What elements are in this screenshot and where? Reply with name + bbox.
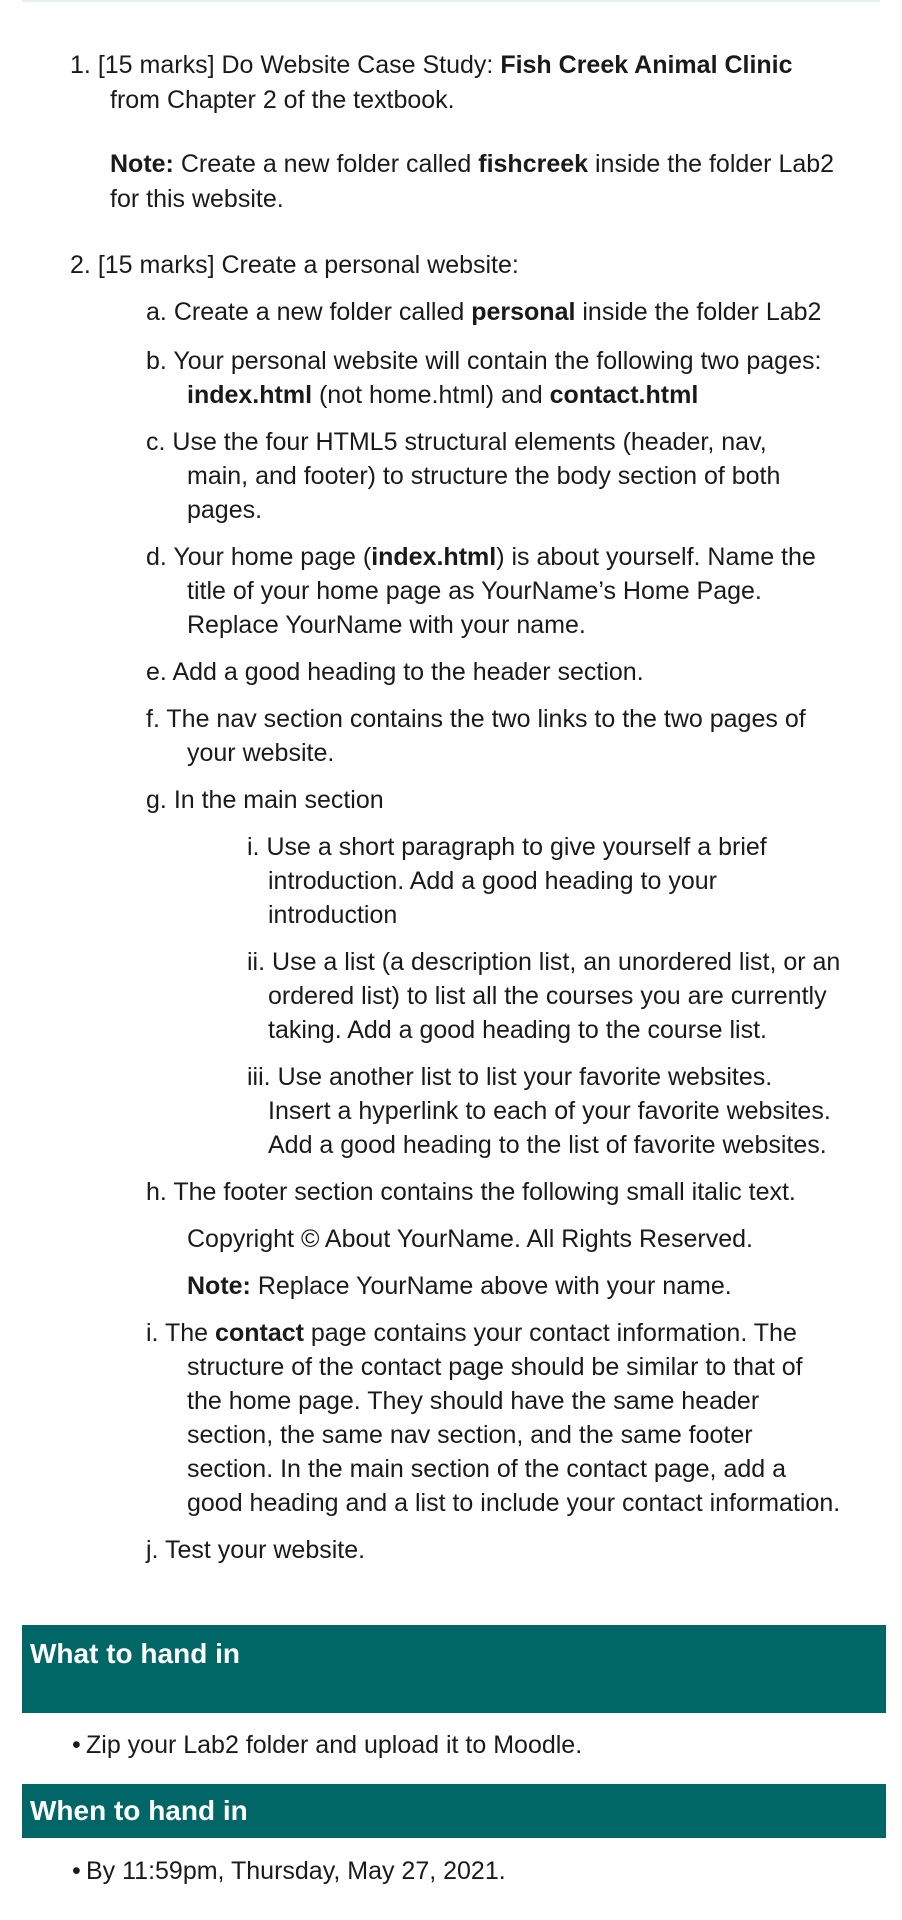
item-2j [146, 1533, 365, 1567]
item-2i-post: page contains your contact information. The [310, 1319, 797, 1347]
item-2d-line-3: Replace YourName with your name. [187, 611, 586, 639]
item-2g-ii-label: ii. [247, 948, 266, 976]
item-2-marks: [15 marks] [97, 251, 215, 279]
item-2g-i-label: i. [247, 833, 260, 861]
item-2b-page2: contact.html [549, 381, 699, 409]
item-2g-ii-line-2: ordered list) to list all the courses you are currently [268, 982, 827, 1010]
item-1-note-folder: fishcreek [478, 150, 589, 178]
item-2c-text: Use the four HTML5 structural elements (header, nav, [172, 428, 767, 456]
item-2g-ii-line-1 [247, 945, 840, 979]
item-2i-line-3: the home page. They should have the same header [187, 1387, 760, 1415]
item-2i-line-6: good heading and a list to include your contact information. [187, 1489, 841, 1517]
item-2b-line-2 [187, 378, 698, 412]
item-2g-i-text: Use a short paragraph to give yourself a brief [266, 833, 767, 861]
item-2g-iii-line-2: Insert a hyperlink to each of your favorite websites. [268, 1097, 831, 1125]
item-2c-label: c. [146, 428, 166, 456]
item-2g-i-line-3: introduction [268, 901, 398, 929]
item-2g-ii-text: Use a list (a description list, an unordered list, or an [272, 948, 841, 976]
item-2g-label: g. [146, 786, 167, 814]
item-1-line-1 [70, 48, 793, 82]
item-2b-page1: index.html [187, 381, 313, 409]
item-2a-label: a. [146, 298, 167, 326]
item-1-number: 1. [70, 51, 91, 79]
item-2-number: 2. [70, 251, 91, 279]
item-2e-text: Add a good heading to the header section. [172, 658, 644, 686]
item-2d-line-2: title of your home page as YourName’s Home Page. [187, 577, 762, 605]
item-2g-text: In the main section [173, 786, 384, 814]
item-1-title: Fish Creek Animal Clinic [500, 51, 793, 79]
item-1-note-label: Note: [110, 150, 174, 178]
item-2g [146, 783, 384, 817]
item-2a-post: inside the folder Lab2 [582, 298, 822, 326]
item-2a-pre: Create a new folder called [173, 298, 465, 326]
item-2-line-1 [70, 248, 519, 282]
item-2-text: Create a personal website: [221, 251, 519, 279]
item-2j-label: j. [146, 1536, 159, 1564]
item-2f-text: The nav section contains the two links to the two pages of [166, 705, 806, 733]
item-2f-line-2: your website. [187, 739, 335, 767]
item-2b-label: b. [146, 347, 167, 375]
item-2d-post: ) is about yourself. Name the [496, 543, 816, 571]
item-2i-pre: The [165, 1319, 209, 1347]
item-2h [146, 1175, 796, 1209]
item-2i-line-2: structure of the contact page should be similar to that of [187, 1353, 803, 1381]
item-2f-label: f. [146, 705, 160, 733]
what-to-hand-in-banner [22, 1625, 886, 1713]
item-1-lead: Do Website Case Study: [221, 51, 494, 79]
item-2g-iii-line-3: Add a good heading to the list of favorite websites. [268, 1131, 827, 1159]
item-2e [146, 655, 644, 689]
item-2d-bold: index.html [371, 543, 497, 571]
item-1-note-text: Create a new folder called [180, 150, 472, 178]
item-2h-note-text: Replace YourName above with your name. [257, 1272, 732, 1300]
item-2b-text: Your personal website will contain the following two pages: [173, 347, 822, 375]
top-divider [22, 0, 880, 2]
item-1-marks: [15 marks] [97, 51, 215, 79]
when-to-hand-in-title: When to hand in [30, 1795, 248, 1826]
item-1-note-rest: inside the folder Lab2 [595, 150, 835, 178]
when-to-hand-in-banner [22, 1784, 886, 1838]
item-2i-line-5: section. In the main section of the contact page, add a [187, 1455, 786, 1483]
item-2g-iii-text: Use another list to list your favorite websites. [277, 1063, 773, 1091]
item-1-line-2: from Chapter 2 of the textbook. [110, 86, 455, 114]
item-2i-label: i. [146, 1319, 159, 1347]
item-1-note [110, 147, 834, 181]
item-2j-text: Test your website. [165, 1536, 366, 1564]
item-2g-i-line-1 [247, 830, 767, 864]
item-2g-i-line-2: introduction. Add a good heading to your [268, 867, 717, 895]
copyright-text: Copyright © About YourName. All Rights Reserved. [187, 1225, 753, 1253]
item-2g-iii-line-1 [247, 1060, 772, 1094]
item-2i-line-1 [146, 1316, 797, 1350]
what-to-hand-in-title: What to hand in [30, 1638, 240, 1669]
item-2c-line-2: main, and footer) to structure the body section of both [187, 462, 781, 490]
item-2c-line-3: pages. [187, 496, 263, 524]
item-2g-iii-label: iii. [247, 1063, 271, 1091]
item-2g-ii-line-3: taking. Add a good heading to the course list. [268, 1016, 767, 1044]
item-2d-label: d. [146, 543, 167, 571]
when-to-hand-in-item: • By 11:59pm, Thursday, May 27, 2021. [86, 1854, 506, 1888]
item-2d-line-1 [146, 540, 816, 574]
item-2h-note [187, 1269, 732, 1303]
item-2i-line-4: section, the same nav section, and the same footer [187, 1421, 753, 1449]
item-2a [146, 295, 821, 329]
item-2h-text: The footer section contains the following small italic text. [173, 1178, 796, 1206]
item-2f-line-1 [146, 702, 806, 736]
item-2h-label: h. [146, 1178, 167, 1206]
item-2d-pre: Your home page ( [173, 543, 372, 571]
item-2b-mid: (not home.html) and [318, 381, 543, 409]
item-1-note-line-2: for this website. [110, 185, 284, 213]
item-2b-line-1 [146, 344, 821, 378]
item-2a-bold: personal [471, 298, 576, 326]
item-2e-label: e. [146, 658, 167, 686]
what-to-hand-in-item: • Zip your Lab2 folder and upload it to Moodle. [86, 1728, 582, 1762]
item-2i-bold: contact [215, 1319, 304, 1347]
item-2h-note-label: Note: [187, 1272, 251, 1300]
item-2c-line-1 [146, 425, 767, 459]
